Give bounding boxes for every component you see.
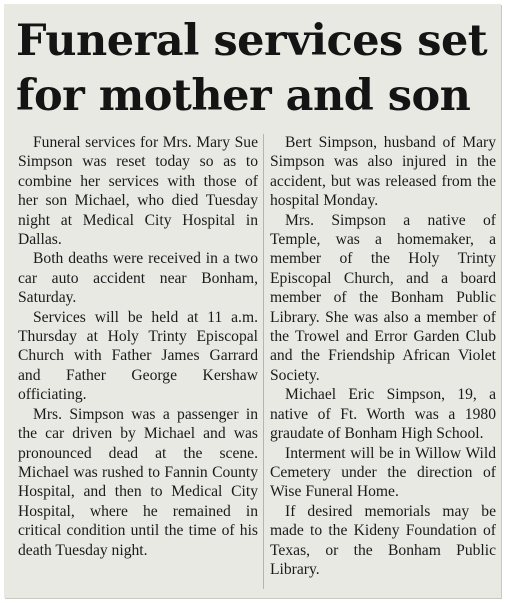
article-paragraph: Funeral services for Mrs. Mary Sue Simpson was reset today so as to combine her services with those of her son Michael, who died Tuesday night at Medical City Hospital in Dallas. — [18, 134, 258, 249]
article-paragraph: Services will be held at 11 a.m. Thursday at Holy Trinty Episcopal Church with Father James Garrard and Father George Kershaw officiating. — [18, 308, 258, 404]
headline-line-1: Funeral services set — [16, 16, 488, 66]
headline-line-2: for mother and son — [16, 71, 471, 121]
article-paragraph: Mrs. Simpson a native of Temple, was a homemaker, a member of the Holy Trinty Episcopal Church, and a board member of the Bonham Public Library. She was also a member of the Trowel and Error Garden Club and the Friendship African Violet Society. — [270, 211, 496, 384]
column-divider — [263, 134, 264, 589]
article-paragraph: Interment will be in Willow Wild Cemetery under the direction of Wise Funeral Home. — [270, 444, 496, 501]
article-paragraph: If desired memorials may be made to the Kideny Foundation of Texas, or the Bonham Public Library. — [270, 502, 496, 578]
article-left-column — [18, 133, 258, 560]
article-paragraph: Michael Eric Simpson, 19, a native of Ft. Worth was a 1980 graudate of Bonham High School. — [270, 386, 496, 443]
headline — [16, 14, 496, 124]
newspaper-clipping — [4, 4, 501, 598]
article-right-column — [270, 133, 496, 579]
article-paragraph: Both deaths were received in a two car auto accident near Bonham, Saturday. — [18, 250, 258, 307]
article-paragraph: Mrs. Simpson was a passenger in the car driven by Michael and was pronounced dead at the scene. Michael was rushed to Fannin County Hospital, and then to Medical City Hospital, where he remained in critical condition until the time of his death Tuesday night. — [18, 405, 258, 559]
article-paragraph: Bert Simpson, husband of Mary Simpson was also injured in the accident, but was released from the hospital Monday. — [270, 134, 496, 210]
